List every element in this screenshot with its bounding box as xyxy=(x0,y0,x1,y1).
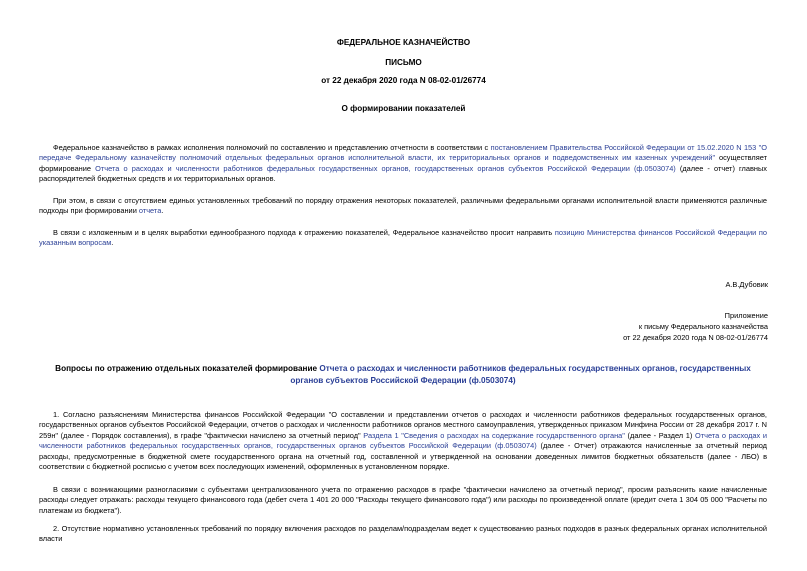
paragraph-1 xyxy=(39,143,767,185)
link-report-0503074[interactable]: Отчета о расходах и численности работников федеральных государственных органов, государственных органов субъектов Российской Федерации (ф.0503074) xyxy=(95,163,676,173)
paragraph-1-text-c: (далее - отчет) главных распорядителей бюджетных средств и их территориальных органов. xyxy=(39,163,767,184)
link-report[interactable]: отчета xyxy=(138,206,162,216)
paragraph-3-text-a: В связи с изложенным и в целях выработки единообразного подхода к отражению показателей, Федеральное казначейство просит направить xyxy=(53,228,555,237)
question-2: 2. Отсутствие нормативно установленных требований по порядку включения расходов по разделам/подразделам ведет к существованию разных подходов в разных федеральных органах исполнительной власти xyxy=(39,524,767,544)
paragraph-2-text-b: . xyxy=(161,206,164,216)
appendix-line-2: к письму Федерального казначейства xyxy=(638,322,768,331)
paragraph-2-text-a: При этом, в связи с отсутствием единых установленных требований по порядку отражения некоторых показателей, различными федеральными органами исполнительной власти применяются различные подходы при формировании xyxy=(39,196,767,216)
question-1-text-b: (далее - Раздел 1) xyxy=(624,430,695,440)
question-1-text-c: (далее - Отчет) отражаются начисленные за отчетный период расходы, предусмотренные в бюджетной смете государственного органа на отчетный год, составленной и утвержденной на основании доведенных лимитов бюджетных обязательств (далее - ЛБО) в соответствии с бюджетной росписью с учетом всех последующих изменений, оформленных в установленном порядке. xyxy=(39,441,767,472)
link-section-1[interactable]: Раздела 1 "Сведения о расходах на содержание государственного органа" xyxy=(363,430,625,440)
doc-type: ПИСЬМО xyxy=(385,58,422,67)
link-report-form[interactable]: Отчета о расходах и численности работников федеральных государственных органов, государственных органов субъектов Российской Федерации (ф.0503074) xyxy=(39,430,767,451)
question-1-text-a: 1. Согласно разъяснениям Министерства финансов Российской Федерации "О составлении и представлении отчетов о расходах и численности работников федеральных государственных органов, государственных органов субъектов Российской Федерации, отчетов о расходах и численности работников органов местного самоуправления, утвержденных приказом Минфина России от 28 декабря 2017 г. N 259н" (далее - Порядок составления), в графе "фактически начислено за отчетный период" xyxy=(39,410,767,440)
paragraph-2 xyxy=(39,196,767,217)
signature: А.В.Дубовик xyxy=(725,280,768,289)
link-appendix-report[interactable]: Отчета о расходах и численности работников федеральных государственных органов, государственных органов субъектов Российской Федерации (ф.0503074) xyxy=(290,364,751,385)
paragraph-1-text-a: Федеральное казначейство в рамках исполнения полномочий по составлению и представлению отчетности в соответствии с xyxy=(53,143,491,152)
appendix-line-1: Приложение xyxy=(724,311,768,320)
doc-date-number: от 22 декабря 2020 года N 08-02-01/26774 xyxy=(321,76,486,85)
appendix-line-3: от 22 декабря 2020 года N 08-02-01/26774 xyxy=(623,333,768,342)
paragraph-3-text-b: . xyxy=(111,238,114,248)
appendix-title xyxy=(39,363,767,387)
org-name: ФЕДЕРАЛЬНОЕ КАЗНАЧЕЙСТВО xyxy=(336,38,471,47)
link-decree-153[interactable]: постановлением Правительства Российской Федерации от 15.02.2020 N 153 "О передаче Федеральному казначейству полномочий отдельных федеральных органов исполнительной власти, их территориальных органов и подведомственных им казенных учреждений" xyxy=(39,143,767,163)
paragraph-1-text-b: осуществляет формирование xyxy=(39,153,767,173)
appendix-title-text: Вопросы по отражению отдельных показателей формирование xyxy=(55,364,320,373)
doc-subject: О формировании показателей xyxy=(341,104,466,113)
appendix-header xyxy=(623,310,768,343)
link-minfin-position[interactable]: позицию Министерства финансов Российской Федерации по указанным вопросам xyxy=(39,228,767,248)
paragraph-3 xyxy=(39,228,767,249)
question-1 xyxy=(39,410,767,472)
question-1-continued: В связи с возникающими разногласиями с субъектами централизованного учета по отражению расходов в графе "фактически начислено за отчетный период", просим разъяснить какие начисленные расходы следует отражать: расходы текущего финансового года (дебет счета 1 401 20 000 "Расходы текущего финансового года") или расходы по произведенной оплате (кредит счета 1 304 05 000 "Расчеты по платежам из бюджета"). xyxy=(39,485,767,515)
